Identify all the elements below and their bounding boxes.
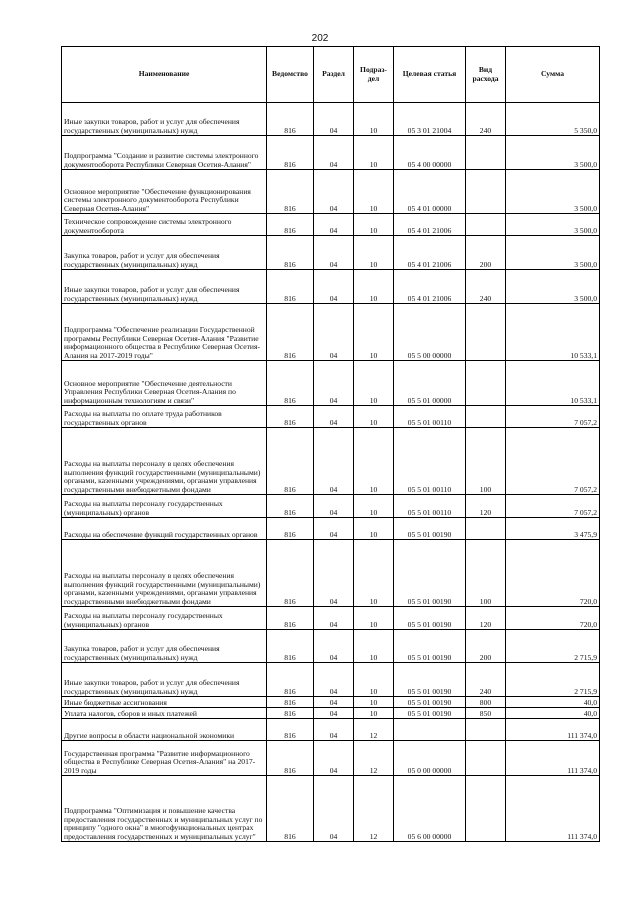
row-name: Расходы на выплаты персоналу в целях обеспечения выполнения функций государственными (муниципальными) органами, казенными учреждениями, органами управления государственными внебюджетными фондами: [62, 540, 267, 607]
row-target: 05 5 01 00190: [394, 697, 466, 708]
row-subsection: 10: [354, 304, 394, 361]
row-target: 05 5 01 00190: [394, 518, 466, 540]
row-name: Подпрограмма "Обеспечение реализации Государственной программы Республики Северная Осетия-Алания "Развитие информационного общества в Республике Северная Осетия-Алания на 2017-2019 годы": [62, 304, 267, 361]
row-dept: 816: [267, 708, 314, 719]
table-row: [62, 361, 600, 406]
row-name: Уплата налогов, сборов и иных платежей: [62, 708, 267, 719]
row-section: 04: [314, 607, 354, 630]
row-amount: 111 374,0: [506, 741, 600, 776]
row-amount: 2 715,9: [506, 630, 600, 663]
row-section: 04: [314, 103, 354, 136]
table-row: [62, 170, 600, 214]
row-subsection: 10: [354, 518, 394, 540]
row-subsection: 10: [354, 495, 394, 518]
row-target: 05 5 01 00190: [394, 708, 466, 719]
row-dept: 816: [267, 776, 314, 842]
row-amount: 2 715,9: [506, 663, 600, 697]
row-amount: 111 374,0: [506, 719, 600, 741]
row-target: 05 4 01 21006: [394, 236, 466, 270]
row-target: 05 5 01 00110: [394, 495, 466, 518]
row-dept: 816: [267, 495, 314, 518]
row-name: Основное мероприятие "Обеспечение функционирования системы электронного документооборота Республики Северная Осетия-Алания": [62, 170, 267, 214]
row-dept: 816: [267, 270, 314, 304]
row-subsection: 10: [354, 103, 394, 136]
row-dept: 816: [267, 103, 314, 136]
row-amount: 7 057,2: [506, 495, 600, 518]
row-name: Расходы на выплаты персоналу в целях обеспечения выполнения функций государственными (муниципальными) органами, казенными учреждениями, органами управления государственными внебюджетными фондами: [62, 428, 267, 495]
page-number: 202: [311, 33, 329, 44]
row-section: 04: [314, 663, 354, 697]
row-section: 04: [314, 361, 354, 406]
table-row: [62, 304, 600, 361]
table-row: [62, 136, 600, 170]
table-row: [62, 741, 600, 776]
row-target: 05 5 01 00110: [394, 406, 466, 428]
row-expense-type: [466, 741, 506, 776]
row-section: 04: [314, 236, 354, 270]
row-subsection: 10: [354, 406, 394, 428]
row-name: Подпрограмма "Создание и развитие системы электронного документооборота Республики Северная Осетия-Алания": [62, 136, 267, 170]
table-row: [62, 236, 600, 270]
row-expense-type: 100: [466, 540, 506, 607]
row-amount: 10 533,1: [506, 361, 600, 406]
row-dept: 816: [267, 607, 314, 630]
row-name: Иные закупки товаров, работ и услуг для обеспечения государственных (муниципальных) нужд: [62, 270, 267, 304]
row-section: 04: [314, 136, 354, 170]
header-amount: Сумма: [506, 47, 600, 103]
table-row: [62, 270, 600, 304]
row-section: 04: [314, 170, 354, 214]
row-dept: 816: [267, 663, 314, 697]
row-target: 05 4 00 00000: [394, 136, 466, 170]
row-name: Техническое сопровождение системы электронного документооборота: [62, 214, 267, 236]
row-dept: 816: [267, 304, 314, 361]
row-target: 05 5 01 00190: [394, 607, 466, 630]
row-dept: 816: [267, 428, 314, 495]
row-amount: 720,0: [506, 540, 600, 607]
row-expense-type: [466, 406, 506, 428]
row-expense-type: [466, 776, 506, 842]
header-name: Наименование: [62, 47, 267, 103]
row-section: 04: [314, 708, 354, 719]
row-amount: 40,0: [506, 697, 600, 708]
row-subsection: 10: [354, 136, 394, 170]
table-row: [62, 406, 600, 428]
row-expense-type: 240: [466, 663, 506, 697]
row-subsection: 10: [354, 270, 394, 304]
row-amount: 3 475,9: [506, 518, 600, 540]
table-row: [62, 428, 600, 495]
row-expense-type: 800: [466, 697, 506, 708]
row-name: Расходы на выплаты персоналу государственных (муниципальных) органов: [62, 495, 267, 518]
table-row: [62, 214, 600, 236]
row-dept: 816: [267, 136, 314, 170]
row-subsection: 10: [354, 540, 394, 607]
row-subsection: 10: [354, 236, 394, 270]
row-expense-type: 100: [466, 428, 506, 495]
row-target: 05 3 01 21004: [394, 103, 466, 136]
row-target: 05 4 01 21006: [394, 214, 466, 236]
table-row: [62, 663, 600, 697]
row-name: Государственная программа "Развитие информационного общества в Республике Северная Осетия-Алания" на 2017-2019 годы: [62, 741, 267, 776]
table-row: [62, 719, 600, 741]
row-target: [394, 719, 466, 741]
table-row: [62, 518, 600, 540]
header-section: Раздел: [314, 47, 354, 103]
row-amount: 10 533,1: [506, 304, 600, 361]
row-section: 04: [314, 697, 354, 708]
row-amount: 40,0: [506, 708, 600, 719]
row-target: 05 5 01 00110: [394, 428, 466, 495]
row-target: 05 5 01 00190: [394, 630, 466, 663]
row-amount: 3 500,0: [506, 170, 600, 214]
row-expense-type: 240: [466, 270, 506, 304]
row-dept: 816: [267, 406, 314, 428]
row-dept: 816: [267, 741, 314, 776]
row-subsection: 10: [354, 630, 394, 663]
row-name: Закупка товаров, работ и услуг для обеспечения государственных (муниципальных) нужд: [62, 630, 267, 663]
row-name: Закупка товаров, работ и услуг для обеспечения государственных (муниципальных) нужд: [62, 236, 267, 270]
row-section: 04: [314, 428, 354, 495]
row-expense-type: [466, 719, 506, 741]
row-target: 05 0 00 00000: [394, 741, 466, 776]
header-target: Целевая статья: [394, 47, 466, 103]
row-amount: 7 057,2: [506, 406, 600, 428]
row-expense-type: 200: [466, 236, 506, 270]
row-dept: 816: [267, 719, 314, 741]
row-name: Иные закупки товаров, работ и услуг для обеспечения государственных (муниципальных) нужд: [62, 103, 267, 136]
row-amount: 5 350,0: [506, 103, 600, 136]
header-expense-type: Вид расхода: [466, 47, 506, 103]
row-amount: 3 500,0: [506, 236, 600, 270]
table-row: [62, 630, 600, 663]
row-amount: 3 500,0: [506, 214, 600, 236]
row-amount: 720,0: [506, 607, 600, 630]
row-amount: 7 057,2: [506, 428, 600, 495]
row-target: 05 4 01 00000: [394, 170, 466, 214]
table-row: [62, 776, 600, 842]
row-amount: 111 374,0: [506, 776, 600, 842]
row-section: 04: [314, 518, 354, 540]
table-row: [62, 103, 600, 136]
row-expense-type: 120: [466, 607, 506, 630]
row-subsection: 10: [354, 428, 394, 495]
row-section: 04: [314, 270, 354, 304]
row-subsection: 10: [354, 697, 394, 708]
row-section: 04: [314, 495, 354, 518]
row-section: 04: [314, 776, 354, 842]
row-target: 05 4 01 21006: [394, 270, 466, 304]
row-name: Расходы на выплаты по оплате труда работников государственных органов: [62, 406, 267, 428]
row-section: 04: [314, 719, 354, 741]
budget-table: [61, 46, 600, 842]
row-target: 05 5 01 00190: [394, 663, 466, 697]
row-expense-type: 120: [466, 495, 506, 518]
row-expense-type: [466, 136, 506, 170]
row-expense-type: 240: [466, 103, 506, 136]
row-subsection: 10: [354, 663, 394, 697]
row-subsection: 12: [354, 719, 394, 741]
row-subsection: 12: [354, 776, 394, 842]
row-name: Иные бюджетные ассигнования: [62, 697, 267, 708]
row-expense-type: [466, 170, 506, 214]
row-dept: 816: [267, 697, 314, 708]
row-target: 05 5 01 00000: [394, 361, 466, 406]
row-expense-type: 200: [466, 630, 506, 663]
row-name: Основное мероприятие "Обеспечение деятельности Управления Республики Северная Осетия-Алания по информационным технологиям и связи": [62, 361, 267, 406]
row-subsection: 10: [354, 607, 394, 630]
row-section: 04: [314, 630, 354, 663]
row-target: 05 5 00 00000: [394, 304, 466, 361]
row-dept: 816: [267, 540, 314, 607]
header-subsection: Подраз-дел: [354, 47, 394, 103]
row-expense-type: [466, 518, 506, 540]
table-row: [62, 495, 600, 518]
row-amount: 3 500,0: [506, 270, 600, 304]
row-subsection: 10: [354, 170, 394, 214]
row-section: 04: [314, 540, 354, 607]
row-name: Расходы на обеспечение функций государственных органов: [62, 518, 267, 540]
table-header-row: [62, 47, 600, 103]
row-name: Иные закупки товаров, работ и услуг для обеспечения государственных (муниципальных) нужд: [62, 663, 267, 697]
row-amount: 3 500,0: [506, 136, 600, 170]
row-expense-type: [466, 304, 506, 361]
row-subsection: 12: [354, 741, 394, 776]
row-expense-type: [466, 361, 506, 406]
row-subsection: 10: [354, 708, 394, 719]
row-name: Подпрограмма "Оптимизация и повышение качества предоставления государственных и муниципальных услуг по принципу "одного окна" в многофункциональных центрах предоставления государственных и муниципальных услуг": [62, 776, 267, 842]
table-row: [62, 607, 600, 630]
row-name: Расходы на выплаты персоналу государственных (муниципальных) органов: [62, 607, 267, 630]
row-expense-type: 850: [466, 708, 506, 719]
row-subsection: 10: [354, 361, 394, 406]
row-name: Другие вопросы в области национальной экономики: [62, 719, 267, 741]
row-section: 04: [314, 406, 354, 428]
row-dept: 816: [267, 361, 314, 406]
row-target: 05 6 00 00000: [394, 776, 466, 842]
table-row: [62, 708, 600, 719]
row-section: 04: [314, 304, 354, 361]
header-dept: Ведомство: [267, 47, 314, 103]
row-dept: 816: [267, 214, 314, 236]
row-subsection: 10: [354, 214, 394, 236]
table-row: [62, 540, 600, 607]
row-section: 04: [314, 741, 354, 776]
row-target: 05 5 01 00190: [394, 540, 466, 607]
row-dept: 816: [267, 518, 314, 540]
row-section: 04: [314, 214, 354, 236]
table-row: [62, 697, 600, 708]
row-expense-type: [466, 214, 506, 236]
row-dept: 816: [267, 170, 314, 214]
row-dept: 816: [267, 236, 314, 270]
row-dept: 816: [267, 630, 314, 663]
